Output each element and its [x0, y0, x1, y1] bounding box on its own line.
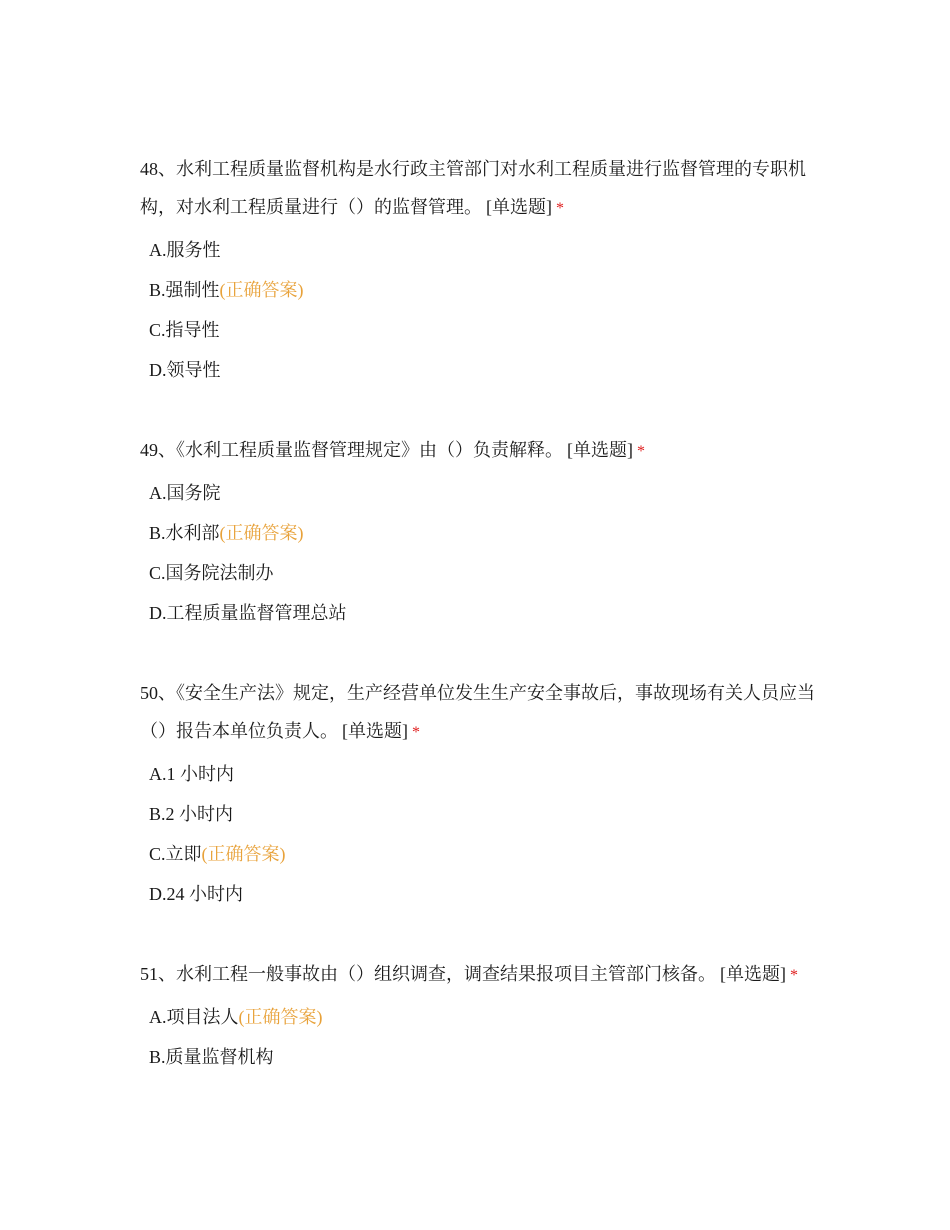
option-d[interactable] — [149, 874, 820, 914]
option-c[interactable] — [149, 310, 820, 350]
required-mark: * — [637, 443, 645, 460]
question-48 — [140, 150, 820, 390]
option-b[interactable] — [149, 1037, 820, 1077]
question-type-label: [单选题] — [720, 964, 786, 984]
option-b[interactable] — [149, 513, 820, 553]
option-label: B.2 小时内 — [149, 804, 234, 824]
option-c[interactable] — [149, 553, 820, 593]
question-list — [140, 150, 820, 1077]
option-label: B.强制性 — [149, 280, 220, 300]
question-50 — [140, 674, 820, 914]
question-text: 50、《安全生产法》规定，生产经营单位发生生产安全事故后，事故现场有关人员应当（）报告本单位负责人。 — [140, 683, 815, 741]
option-b[interactable] — [149, 270, 820, 310]
required-mark: * — [556, 200, 564, 217]
option-label: D.领导性 — [149, 360, 221, 380]
option-list — [140, 754, 820, 914]
option-a[interactable] — [149, 754, 820, 794]
question-51 — [140, 955, 820, 1077]
correct-answer-note: (正确答案) — [201, 844, 286, 864]
question-stem — [140, 955, 820, 995]
option-label: B.质量监督机构 — [149, 1047, 274, 1067]
required-mark: * — [790, 967, 798, 984]
question-type-label: [单选题] — [567, 440, 633, 460]
question-text: 48、水利工程质量监督机构是水行政主管部门对水利工程质量进行监督管理的专职机构，对水利工程质量进行（）的监督管理。 — [140, 159, 806, 217]
option-label: C.国务院法制办 — [149, 563, 274, 583]
option-d[interactable] — [149, 593, 820, 633]
question-type-label: [单选题] — [342, 721, 408, 741]
option-a[interactable] — [149, 997, 820, 1037]
correct-answer-note: (正确答案) — [238, 1007, 323, 1027]
option-label: A.服务性 — [149, 240, 221, 260]
correct-answer-note: (正确答案) — [219, 523, 304, 543]
required-mark: * — [412, 724, 420, 741]
question-text: 49、《水利工程质量监督管理规定》由（）负责解释。 — [140, 440, 563, 460]
option-list — [140, 997, 820, 1077]
option-label: A.1 小时内 — [149, 764, 234, 784]
option-d[interactable] — [149, 350, 820, 390]
option-list — [140, 473, 820, 633]
option-a[interactable] — [149, 473, 820, 513]
option-label: C.指导性 — [149, 320, 220, 340]
option-label: B.水利部 — [149, 523, 220, 543]
question-stem — [140, 674, 820, 752]
question-stem — [140, 150, 820, 228]
option-a[interactable] — [149, 230, 820, 270]
option-list — [140, 230, 820, 390]
correct-answer-note: (正确答案) — [219, 280, 304, 300]
option-label: D.24 小时内 — [149, 884, 243, 904]
option-label: D.工程质量监督管理总站 — [149, 603, 347, 623]
question-49 — [140, 431, 820, 633]
option-label: C.立即 — [149, 844, 202, 864]
question-stem — [140, 431, 820, 471]
question-type-label: [单选题] — [486, 197, 552, 217]
question-text: 51、水利工程一般事故由（）组织调查，调查结果报项目主管部门核备。 — [140, 964, 716, 984]
option-label: A.项目法人 — [149, 1007, 239, 1027]
option-c[interactable] — [149, 834, 820, 874]
option-b[interactable] — [149, 794, 820, 834]
option-label: A.国务院 — [149, 483, 221, 503]
